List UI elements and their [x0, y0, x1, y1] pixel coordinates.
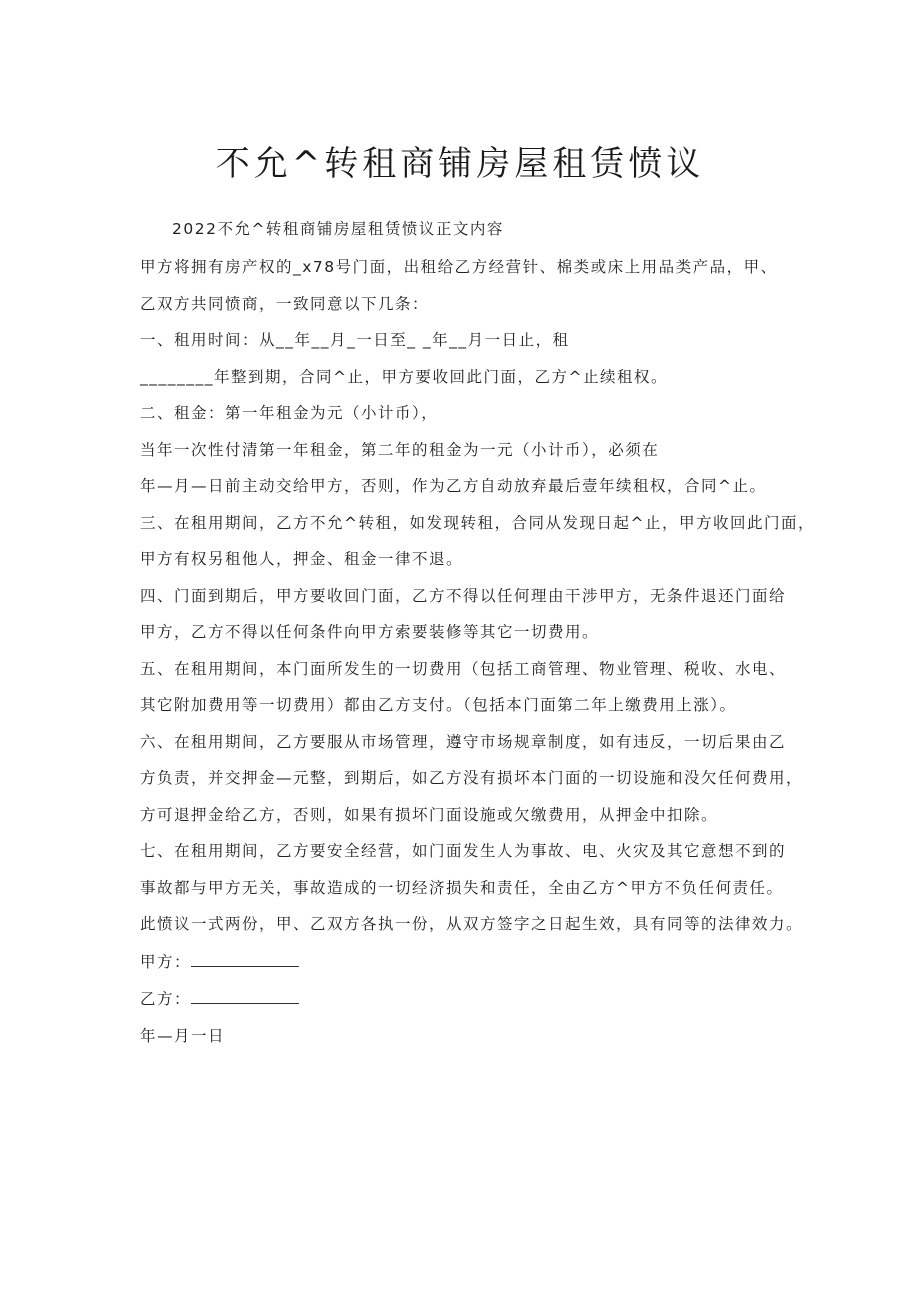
body-line: 四、门面到期后，甲方要收回门面，乙方不得以任何理由干涉甲方，无条件退还门面给: [140, 587, 787, 605]
body-line: 一、租用时间：从__年__月_一日至_ _年__月一日止，租: [140, 331, 570, 349]
party-a-label: 甲方：: [140, 953, 192, 971]
body-line: 六、在租用期间，乙方要服从市场管理，遵守市场规章制度，如有违反，一切后果由乙: [140, 733, 787, 751]
body-line: ________年整到期，合同^止，甲方要收回此门面，乙方^止续租权。: [140, 368, 668, 386]
body-line: 当年一次性付清第一年租金，第二年的租金为一元（小计币），必须在: [140, 441, 660, 459]
date-line: 年—月一日: [140, 1027, 226, 1045]
document-subtitle: 2022不允^转租商铺房屋租赁愤议正文内容: [172, 220, 504, 238]
body-line: 方可退押金给乙方，否则，如果有损坏门面设施或欠缴费用，从押金中扣除。: [140, 806, 719, 824]
body-line: 甲方将拥有房产权的_x78号门面，出租给乙方经营针、棉类或床上用品类产品，甲、: [140, 258, 778, 276]
body-line: 此愤议一式两份，甲、乙双方各执一份，从双方签字之日起生效，具有同等的法律效力。: [140, 915, 804, 933]
body-line: 甲方有权另租他人，押金、租金一律不退。: [140, 550, 464, 568]
party-b-signature: [140, 988, 299, 1009]
body-line: 年—月—日前主动交给甲方，否则，作为乙方自动放弃最后壹年续租权，合同^止。: [140, 477, 767, 495]
party-b-signature-field[interactable]: [191, 988, 299, 1004]
body-line: 七、在租用期间，乙方要安全经营，如门面发生人为事故、电、火灾及其它意想不到的: [140, 842, 787, 860]
body-line: 事故都与甲方无关，事故造成的一切经济损失和责任，全由乙方^甲方不负任何责任。: [140, 879, 784, 897]
party-a-signature-field[interactable]: [191, 951, 299, 967]
party-b-label: 乙方：: [140, 990, 192, 1008]
body-line: 乙双方共同愤商，一致同意以下几条：: [140, 295, 430, 313]
party-a-signature: [140, 951, 299, 972]
body-line: 其它附加费用等一切费用）都由乙方支付。（包括本门面第二年上缴费用上涨）。: [140, 696, 737, 714]
body-line: 方负责，并交押金—元整，到期后，如乙方没有损坏本门面的一切设施和没欠任何费用，: [140, 769, 804, 787]
body-line: 三、在租用期间，乙方不允^转租，如发现转租，合同从发现日起^止，甲方收回此门面，: [140, 514, 815, 532]
body-line: 甲方，乙方不得以任何条件向甲方索要装修等其它一切费用。: [140, 623, 600, 641]
body-line: 二、租金：第一年租金为元（小计币），: [140, 404, 439, 422]
body-line: 五、在租用期间，本门面所发生的一切费用（包括工商管理、物业管理、税收、水电、: [140, 660, 787, 678]
document-title: 不允^转租商铺房屋租赁愤议: [215, 144, 705, 184]
